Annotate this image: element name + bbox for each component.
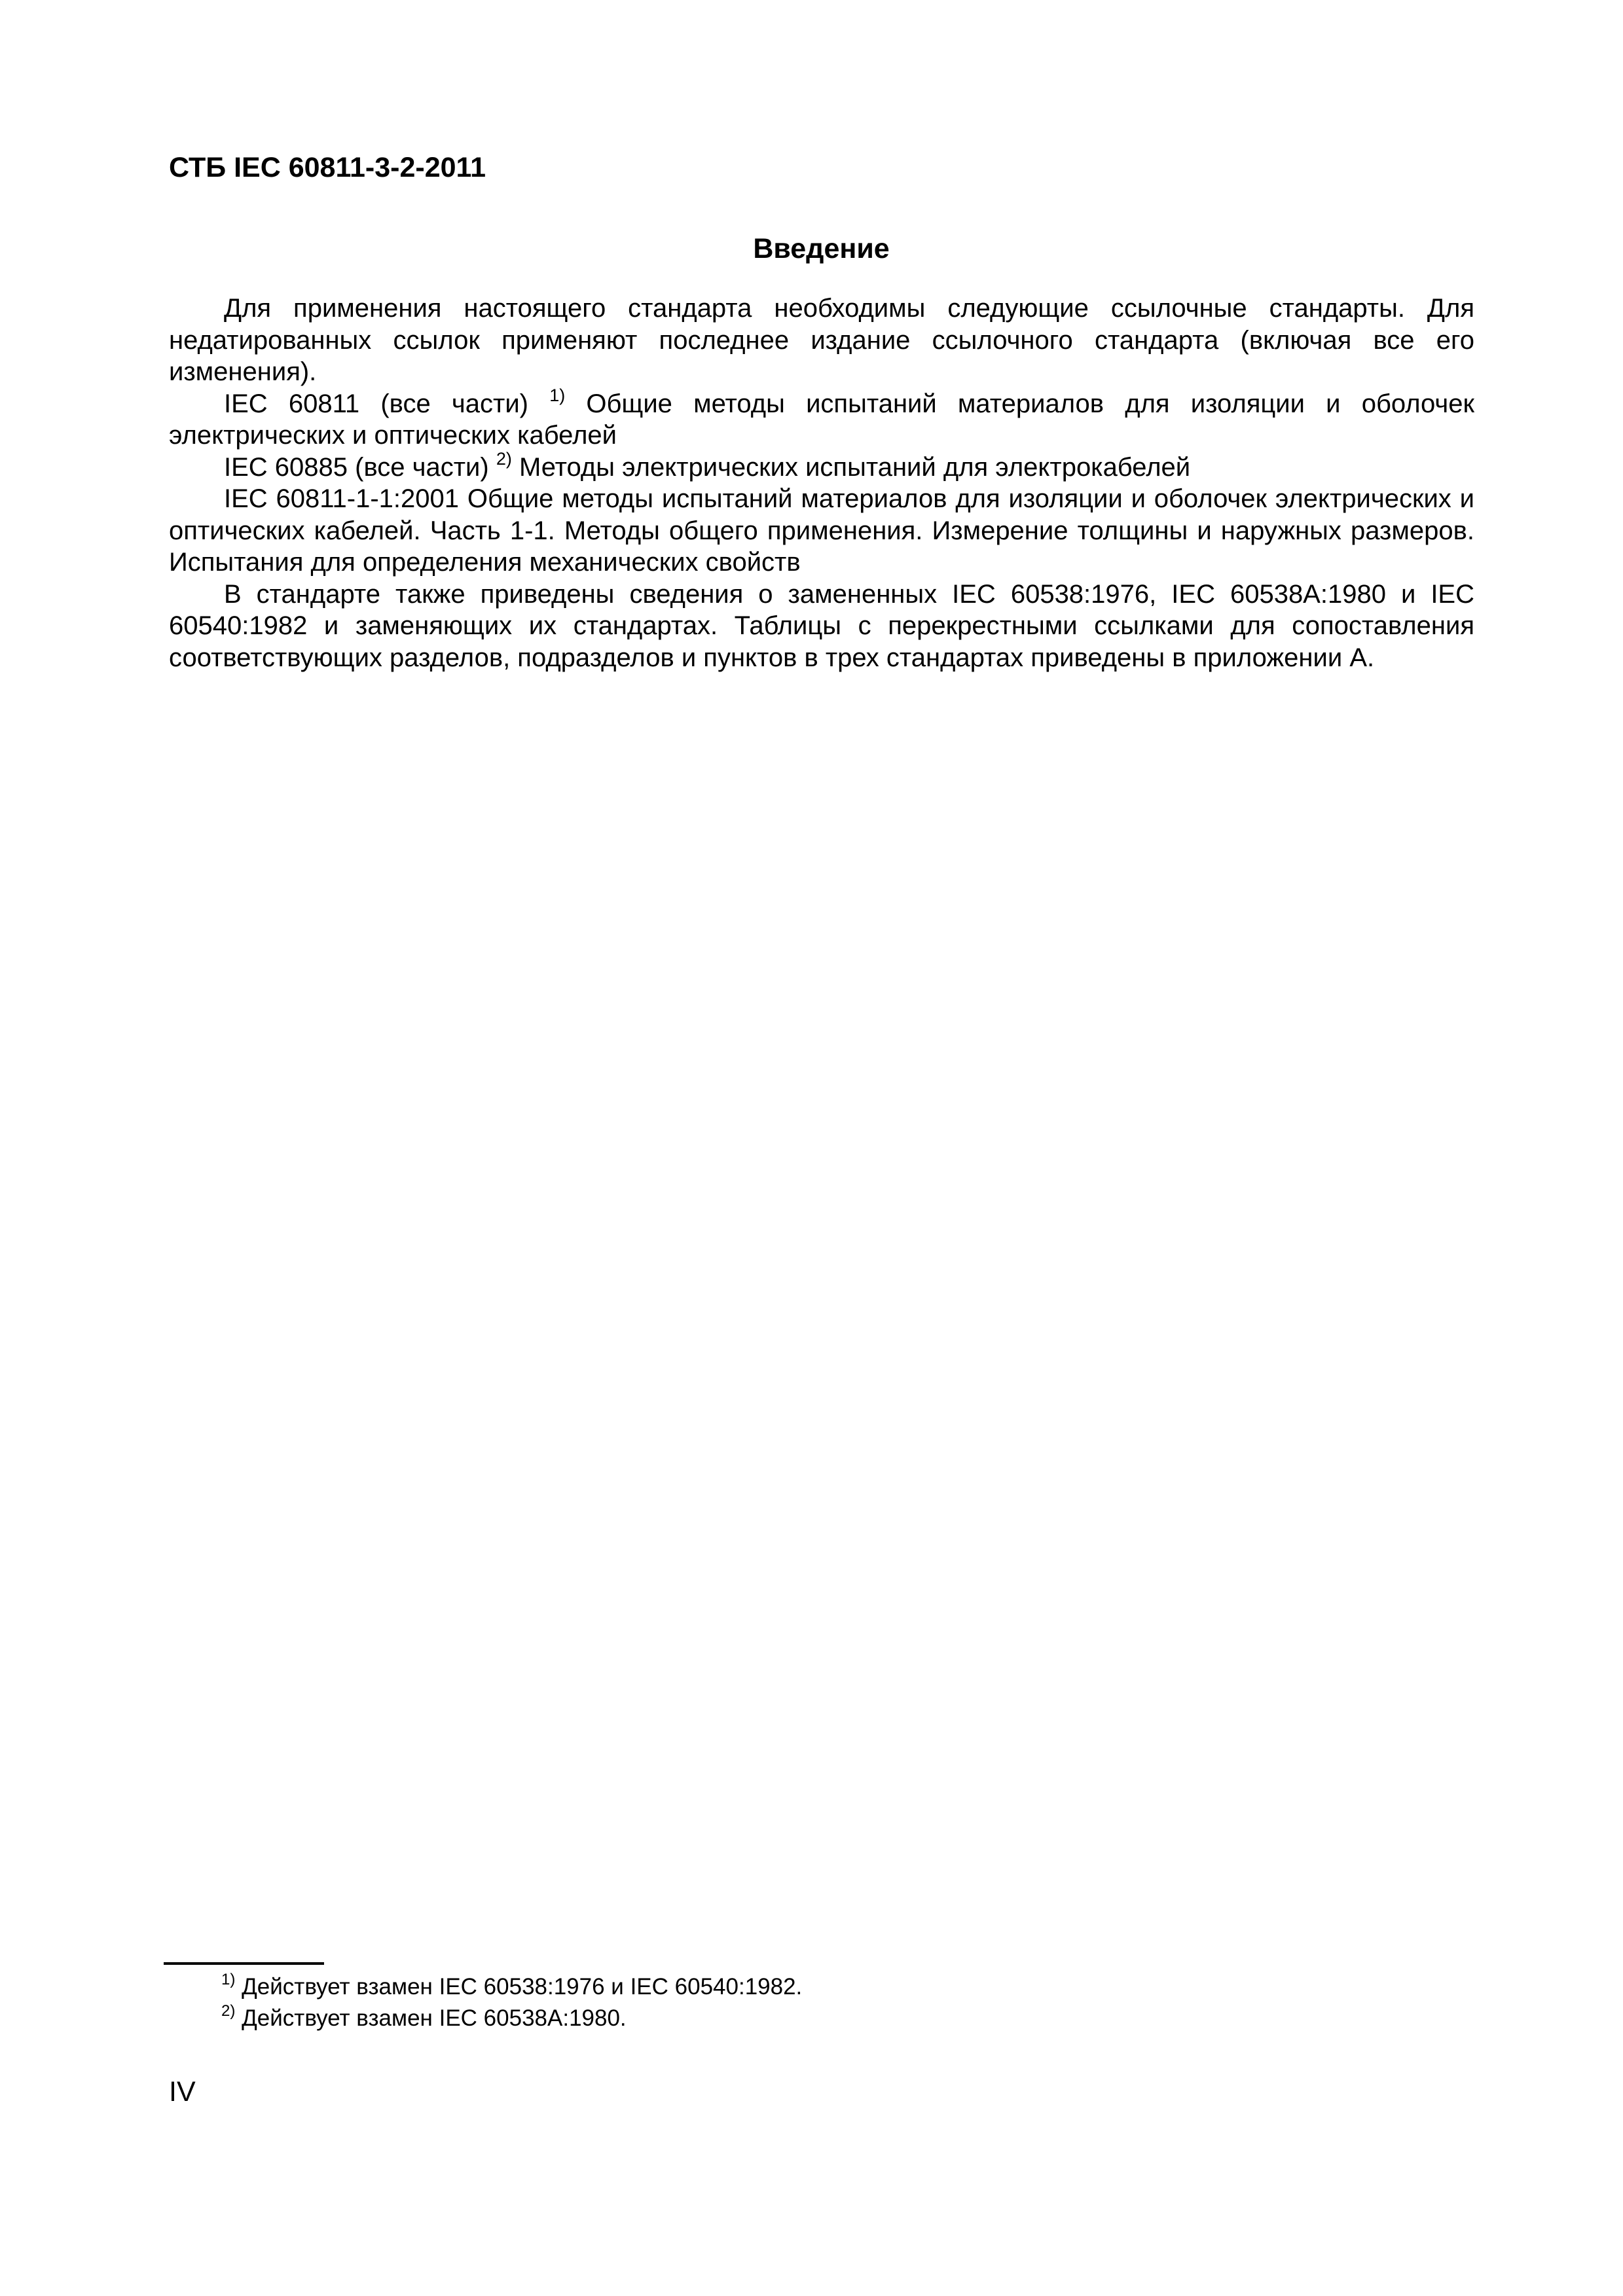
footnote-reference-1: 1): [549, 385, 566, 405]
footnote-separator: [164, 1962, 324, 1965]
footnotes: [221, 1971, 802, 2034]
footnote-text: Действует взамен IEC 60538:1976 и IEC 60540:1982.: [235, 1974, 803, 2000]
document-code-header: СТБ IEC 60811-3-2-2011: [169, 152, 486, 183]
introduction-body: [169, 293, 1474, 673]
reference-description: Общие методы испытаний материалов для изоляции и оболочек электрических и оптических кабелей: [169, 389, 1474, 450]
paragraph-replaced-standards: В стандарте также приведены сведения о замененных IEC 60538:1976, IEC 60538A:1980 и IEC 60540:1982 и заменяющих их стандартах. Таблицы с перекрестными ссылками для сопоставления соответствующих разделов, подразделов и пунктов в трех стандартах приведены в приложении А.: [169, 579, 1474, 672]
paragraph-reference-iec-60811: [169, 385, 1474, 452]
footnote-text: Действует взамен IEC 60538A:1980.: [235, 2005, 627, 2031]
footnote-1: [221, 1971, 802, 2003]
footnote-mark: 1): [221, 1971, 236, 1988]
footnote-2: [221, 2003, 802, 2034]
reference-text: IEC 60885 (все части): [224, 452, 496, 482]
reference-text: IEC 60811 (все части): [224, 389, 550, 418]
page-number: IV: [169, 2076, 196, 2108]
reference-description: Методы электрических испытаний для электрокабелей: [511, 452, 1191, 482]
paragraph-reference-iec-60811-1-1: IEC 60811-1-1:2001 Общие методы испытаний материалов для изоляции и оболочек электрических и оптических кабелей. Часть 1-1. Методы общего применения. Измерение толщины и наружных размеров. Испытания для определения механических свойств: [169, 484, 1474, 577]
paragraph-reference-iec-60885: [169, 448, 1474, 484]
footnote-mark: 2): [221, 2002, 236, 2020]
section-title: Введение: [753, 233, 890, 264]
paragraph-references-intro: Для применения настоящего стандарта необходимы следующие ссылочные стандарты. Для недатированных ссылок применяют последнее издание ссылочного стандарта (включая все его изменения).: [169, 294, 1474, 386]
footnote-reference-2: 2): [496, 448, 512, 469]
